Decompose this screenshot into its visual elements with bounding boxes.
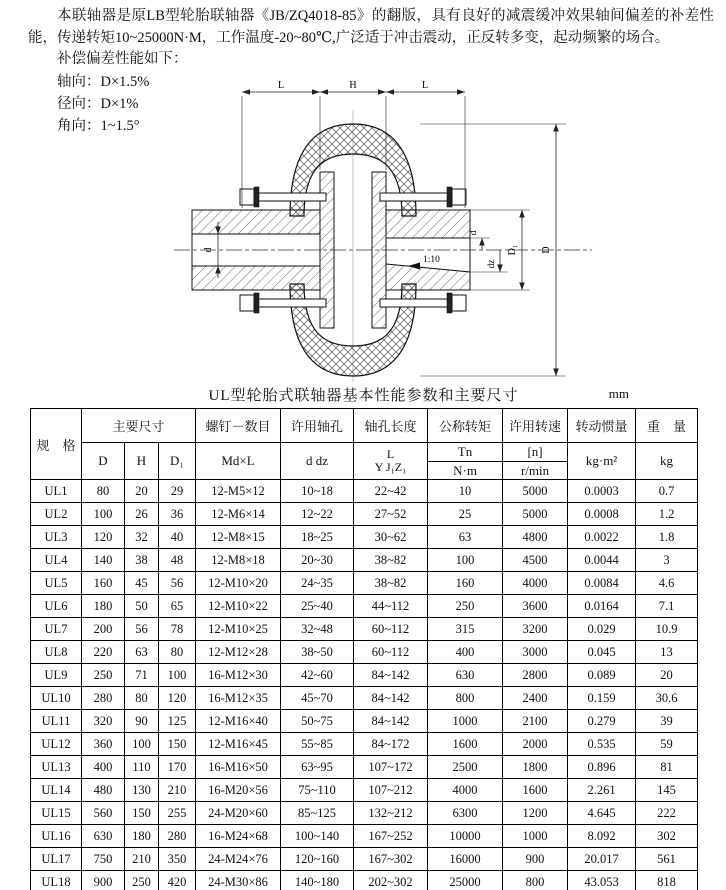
table-cell: 180 xyxy=(125,825,159,848)
header-col-D: D xyxy=(82,443,125,480)
table-cell: 1.8 xyxy=(636,526,698,549)
table-cell: 0.7 xyxy=(636,480,698,503)
table-cell: 5000 xyxy=(503,480,568,503)
table-cell: 400 xyxy=(428,641,503,664)
table-cell: 65 xyxy=(159,595,196,618)
table-cell: 25000 xyxy=(428,871,503,890)
dim-L-left-label: L xyxy=(277,80,285,91)
header-speed-unit: r/min xyxy=(503,462,568,480)
table-cell: 170 xyxy=(159,756,196,779)
header-speed: 许用转速 xyxy=(503,409,568,443)
table-cell: 0.535 xyxy=(568,733,636,756)
table-cell: 42~60 xyxy=(281,664,354,687)
table-cell: 0.0044 xyxy=(568,549,636,572)
bolt-washer xyxy=(447,187,452,207)
right-hub-upper-wall xyxy=(386,210,470,238)
table-cell: UL1 xyxy=(31,480,82,503)
dim-D1-label: D₁ xyxy=(507,244,518,256)
table-cell: 12-M16×45 xyxy=(196,733,281,756)
table-cell: 1000 xyxy=(428,710,503,733)
table-cell: 2800 xyxy=(503,664,568,687)
table-cell: 16-M16×50 xyxy=(196,756,281,779)
table-cell: UL5 xyxy=(31,572,82,595)
table-cell: 100~140 xyxy=(281,825,354,848)
table-cell: 56 xyxy=(125,618,159,641)
table-cell: 107~212 xyxy=(354,779,428,802)
table-cell: 160 xyxy=(428,572,503,595)
table-cell: 38~82 xyxy=(354,572,428,595)
header-bore-spec: d dz xyxy=(281,443,354,480)
table-cell: UL4 xyxy=(31,549,82,572)
table-cell: 63~95 xyxy=(281,756,354,779)
table-cell: 107~172 xyxy=(354,756,428,779)
table-cell: 250 xyxy=(428,595,503,618)
table-cell: 0.159 xyxy=(568,687,636,710)
dim-L-right-label: L xyxy=(421,80,429,91)
table-cell: 3 xyxy=(636,549,698,572)
table-cell: 3600 xyxy=(503,595,568,618)
table-cell: 132~212 xyxy=(354,802,428,825)
table-cell: 16-M24×68 xyxy=(196,825,281,848)
dimension-arrow xyxy=(497,265,503,273)
table-cell: 50 xyxy=(125,595,159,618)
table-cell: 6300 xyxy=(428,802,503,825)
table-cell: 24-M20×60 xyxy=(196,802,281,825)
table-cell: 100 xyxy=(159,664,196,687)
table-cell: 100 xyxy=(82,503,125,526)
table-cell: 160 xyxy=(82,572,125,595)
table-cell: 44~112 xyxy=(354,595,428,618)
table-cell: 167~252 xyxy=(354,825,428,848)
table-cell: 200 xyxy=(82,618,125,641)
bolt-washer xyxy=(447,293,452,313)
bore-length-types: Y J₁Z₁ xyxy=(374,460,407,474)
table-cell: 26 xyxy=(125,503,159,526)
table-cell: 12-M16×40 xyxy=(196,710,281,733)
table-cell: 180 xyxy=(82,595,125,618)
table-cell: UL18 xyxy=(31,871,82,890)
table-row xyxy=(31,526,698,549)
table-cell: 84~142 xyxy=(354,687,428,710)
table-cell: 0.896 xyxy=(568,756,636,779)
table-cell: 1.2 xyxy=(636,503,698,526)
table-cell: 320 xyxy=(82,710,125,733)
spec-radial: 径向：D×1% xyxy=(57,95,139,112)
table-cell: 630 xyxy=(428,664,503,687)
table-row xyxy=(31,756,698,779)
bolt-shaft xyxy=(380,299,448,307)
header-screw-spec: Md×L xyxy=(196,443,281,480)
table-cell: 16-M12×35 xyxy=(196,687,281,710)
table-cell: 0.279 xyxy=(568,710,636,733)
table-cell: 4500 xyxy=(503,549,568,572)
table-cell: UL14 xyxy=(31,779,82,802)
table-cell: 12-M10×20 xyxy=(196,572,281,595)
table-cell: 0.0022 xyxy=(568,526,636,549)
table-cell: 45~70 xyxy=(281,687,354,710)
table-cell: 3200 xyxy=(503,618,568,641)
table-cell: 167~302 xyxy=(354,848,428,871)
bolt-shaft xyxy=(258,193,326,201)
table-cell: 10 xyxy=(428,480,503,503)
coupling-section-drawing xyxy=(168,76,614,388)
header-inertia: 转动惯量 xyxy=(568,409,636,443)
table-cell: 12-M5×12 xyxy=(196,480,281,503)
table-cell: 280 xyxy=(159,825,196,848)
left-hub-lower-wall xyxy=(192,266,320,290)
table-cell: 100 xyxy=(428,549,503,572)
table-cell: 22~42 xyxy=(354,480,428,503)
table-cell: UL7 xyxy=(31,618,82,641)
table-cell: 50~75 xyxy=(281,710,354,733)
header-spec: 规 格 xyxy=(31,409,82,480)
table-cell: 20.017 xyxy=(568,848,636,871)
table-cell: UL6 xyxy=(31,595,82,618)
table-cell: 39 xyxy=(636,710,698,733)
table-row xyxy=(31,687,698,710)
header-bore: 许用轴孔 xyxy=(281,409,354,443)
table-cell: 140~180 xyxy=(281,871,354,890)
bolt-washer xyxy=(254,187,259,207)
table-cell: 90 xyxy=(125,710,159,733)
table-cell: 13 xyxy=(636,641,698,664)
dim-dz-label: dz xyxy=(487,259,497,269)
table-cell: 202~302 xyxy=(354,871,428,890)
table-cell: 80 xyxy=(159,641,196,664)
dim-H-label: H xyxy=(349,80,357,91)
intro-paragraph: 本联轴器是原LB型轮胎联轴器《JB/ZQ4018-85》的翻版，具有良好的减震缓冲效果轴间偏差的补差性能，传递转矩10~25000N·M，工作温度-20~80℃,广泛适于冲击震动，正反转多变，起动频繁的场合。 xyxy=(28,8,714,46)
table-cell: 0.089 xyxy=(568,664,636,687)
table-cell: 561 xyxy=(636,848,698,871)
table-cell: 315 xyxy=(428,618,503,641)
taper-label: 1:10 xyxy=(423,255,440,265)
header-torque-symbol: Tn xyxy=(428,443,503,462)
bolt-head xyxy=(240,295,254,311)
table-cell: 120 xyxy=(159,687,196,710)
table-row xyxy=(31,641,698,664)
table-cell: 45 xyxy=(125,572,159,595)
table-cell: 38~50 xyxy=(281,641,354,664)
table-cell: 210 xyxy=(125,848,159,871)
table-row xyxy=(31,480,698,503)
table-cell: 0.045 xyxy=(568,641,636,664)
table-cell: 255 xyxy=(159,802,196,825)
table-cell: 27~52 xyxy=(354,503,428,526)
table-cell: 145 xyxy=(636,779,698,802)
table-cell: 2400 xyxy=(503,687,568,710)
table-cell: UL17 xyxy=(31,848,82,871)
table-cell: 0.0003 xyxy=(568,480,636,503)
table-cell: 800 xyxy=(503,871,568,890)
table-cell: 1600 xyxy=(503,779,568,802)
table-cell: 3000 xyxy=(503,641,568,664)
table-row xyxy=(31,572,698,595)
table-row xyxy=(31,733,698,756)
table-cell: 480 xyxy=(82,779,125,802)
table-cell: 125 xyxy=(159,710,196,733)
table-cell: 36 xyxy=(159,503,196,526)
table-cell: 120 xyxy=(82,526,125,549)
table-cell: 59 xyxy=(636,733,698,756)
table-cell: 12-M10×22 xyxy=(196,595,281,618)
table-cell: 560 xyxy=(82,802,125,825)
table-cell: 400 xyxy=(82,756,125,779)
parameters-table-block xyxy=(30,384,697,890)
table-cell: UL12 xyxy=(31,733,82,756)
table-cell: 80 xyxy=(82,480,125,503)
table-cell: 63 xyxy=(125,641,159,664)
table-cell: 20 xyxy=(636,664,698,687)
table-cell: 20~30 xyxy=(281,549,354,572)
table-cell: 85~125 xyxy=(281,802,354,825)
table-cell: 4000 xyxy=(428,779,503,802)
header-main-dims: 主要尺寸 xyxy=(82,409,196,443)
table-cell: 60~112 xyxy=(354,618,428,641)
table-cell: 30~62 xyxy=(354,526,428,549)
table-cell: 10~18 xyxy=(281,480,354,503)
unit-label: mm xyxy=(608,386,629,401)
coupling-drawing-svg xyxy=(168,76,614,388)
table-row xyxy=(31,664,698,687)
table-cell: UL8 xyxy=(31,641,82,664)
table-cell: 71 xyxy=(125,664,159,687)
table-row xyxy=(31,549,698,572)
table-row xyxy=(31,802,698,825)
table-cell: 1000 xyxy=(503,825,568,848)
bore-length-symbol: L xyxy=(386,447,395,461)
table-cell: 60~112 xyxy=(354,641,428,664)
table-cell: 130 xyxy=(125,779,159,802)
dim-d-right-label: d xyxy=(469,230,479,236)
table-cell: 1200 xyxy=(503,802,568,825)
table-cell: UL9 xyxy=(31,664,82,687)
table-cell: 4.645 xyxy=(568,802,636,825)
table-cell: 29 xyxy=(159,480,196,503)
table-cell: 120~160 xyxy=(281,848,354,871)
table-cell: 32~48 xyxy=(281,618,354,641)
table-cell: 140 xyxy=(82,549,125,572)
left-hub-upper-wall xyxy=(192,210,320,234)
table-cell: 8.092 xyxy=(568,825,636,848)
header-bore-length-sub xyxy=(354,443,428,480)
table-cell: 10000 xyxy=(428,825,503,848)
table-cell: 84~142 xyxy=(354,664,428,687)
table-cell: 350 xyxy=(159,848,196,871)
table-cell: 12-M6×14 xyxy=(196,503,281,526)
table-cell: 7.1 xyxy=(636,595,698,618)
table-cell: 25~40 xyxy=(281,595,354,618)
table-cell: 1800 xyxy=(503,756,568,779)
table-cell: UL15 xyxy=(31,802,82,825)
table-cell: 800 xyxy=(428,687,503,710)
table-cell: 150 xyxy=(159,733,196,756)
table-cell: 81 xyxy=(636,756,698,779)
table-cell: 40 xyxy=(159,526,196,549)
table-cell: 5000 xyxy=(503,503,568,526)
table-cell: UL3 xyxy=(31,526,82,549)
table-cell: 4000 xyxy=(503,572,568,595)
bolt-head xyxy=(452,295,466,311)
table-cell: 56 xyxy=(159,572,196,595)
table-cell: 110 xyxy=(125,756,159,779)
table-cell: 222 xyxy=(636,802,698,825)
table-row xyxy=(31,825,698,848)
header-torque-unit: N·m xyxy=(428,462,503,480)
table-cell: 16000 xyxy=(428,848,503,871)
header-weight-unit: kg xyxy=(636,443,698,480)
table-row xyxy=(31,848,698,871)
offset-intro-line: 补偿偏差性能如下： xyxy=(57,51,188,67)
table-cell: 12-M10×25 xyxy=(196,618,281,641)
table-cell: 18~25 xyxy=(281,526,354,549)
table-row xyxy=(31,710,698,733)
table-cell: 20 xyxy=(125,480,159,503)
table-cell: UL16 xyxy=(31,825,82,848)
table-cell: 16-M12×30 xyxy=(196,664,281,687)
table-cell: 630 xyxy=(82,825,125,848)
table-cell: 24-M30×86 xyxy=(196,871,281,890)
table-cell: UL2 xyxy=(31,503,82,526)
table-cell: 48 xyxy=(159,549,196,572)
table-cell: 32 xyxy=(125,526,159,549)
table-body xyxy=(31,480,698,890)
table-cell: 12-M12×28 xyxy=(196,641,281,664)
bolt-shaft xyxy=(380,193,448,201)
table-row xyxy=(31,871,698,890)
table-cell: 750 xyxy=(82,848,125,871)
dimension-arrow xyxy=(479,238,485,246)
table-cell: 250 xyxy=(125,871,159,890)
table-cell: 0.0164 xyxy=(568,595,636,618)
table-title-row xyxy=(30,384,697,408)
table-cell: 38 xyxy=(125,549,159,572)
table-cell: 2.261 xyxy=(568,779,636,802)
table-cell: 12-M8×18 xyxy=(196,549,281,572)
header-col-H: H xyxy=(125,443,159,480)
bolt-washer xyxy=(254,293,259,313)
table-cell: 1600 xyxy=(428,733,503,756)
table-cell: 24~35 xyxy=(281,572,354,595)
spec-angular: 角向：1~1.5° xyxy=(57,117,140,134)
table-cell: 360 xyxy=(82,733,125,756)
table-cell: 900 xyxy=(503,848,568,871)
header-inertia-unit: kg·m² xyxy=(568,443,636,480)
table-cell: UL11 xyxy=(31,710,82,733)
table-cell: 80 xyxy=(125,687,159,710)
table-row xyxy=(31,779,698,802)
table-cell: 38~82 xyxy=(354,549,428,572)
right-hub-lower-wall xyxy=(386,264,470,290)
table-cell: 0.0008 xyxy=(568,503,636,526)
table-cell: 2100 xyxy=(503,710,568,733)
table-title: UL型轮胎式联轴器基本性能参数和主要尺寸 xyxy=(208,388,519,404)
table-cell: 0.029 xyxy=(568,618,636,641)
parameters-table xyxy=(30,408,698,890)
table-cell: 4.6 xyxy=(636,572,698,595)
table-cell: 43.053 xyxy=(568,871,636,890)
table-cell: 12-M8×15 xyxy=(196,526,281,549)
table-cell: 55~85 xyxy=(281,733,354,756)
table-cell: 302 xyxy=(636,825,698,848)
table-cell: UL10 xyxy=(31,687,82,710)
table-cell: 2500 xyxy=(428,756,503,779)
table-cell: 100 xyxy=(125,733,159,756)
table-cell: UL13 xyxy=(31,756,82,779)
table-row xyxy=(31,503,698,526)
table-cell: 280 xyxy=(82,687,125,710)
table-cell: 900 xyxy=(82,871,125,890)
bolt-shaft xyxy=(258,299,326,307)
dim-d-left-label: d xyxy=(203,247,214,253)
table-cell: 16-M20×56 xyxy=(196,779,281,802)
spec-axial: 轴向：D×1.5% xyxy=(57,73,150,90)
table-cell: 30.6 xyxy=(636,687,698,710)
table-cell: 0.0084 xyxy=(568,572,636,595)
table-cell: 24-M24×76 xyxy=(196,848,281,871)
dim-D-label: D xyxy=(541,246,552,254)
header-torque: 公称转矩 xyxy=(428,409,503,443)
table-cell: 220 xyxy=(82,641,125,664)
table-cell: 10.9 xyxy=(636,618,698,641)
bolt-head xyxy=(452,189,466,205)
table-cell: 250 xyxy=(82,664,125,687)
header-speed-symbol: [n] xyxy=(503,443,568,462)
table-cell: 2000 xyxy=(503,733,568,756)
table-cell: 150 xyxy=(125,802,159,825)
table-cell: 12~22 xyxy=(281,503,354,526)
table-cell: 818 xyxy=(636,871,698,890)
header-weight: 重 量 xyxy=(636,409,698,443)
table-row xyxy=(31,595,698,618)
table-cell: 78 xyxy=(159,618,196,641)
table-cell: 25 xyxy=(428,503,503,526)
table-row xyxy=(31,618,698,641)
header-col-D1: D₁ xyxy=(159,443,196,480)
table-cell: 84~142 xyxy=(354,710,428,733)
table-cell: 63 xyxy=(428,526,503,549)
table-cell: 75~110 xyxy=(281,779,354,802)
header-bore-length: 轴孔长度 xyxy=(354,409,428,443)
table-cell: 210 xyxy=(159,779,196,802)
header-screws: 螺钉－数目 xyxy=(196,409,281,443)
table-cell: 420 xyxy=(159,871,196,890)
table-cell: 84~172 xyxy=(354,733,428,756)
table-cell: 4800 xyxy=(503,526,568,549)
